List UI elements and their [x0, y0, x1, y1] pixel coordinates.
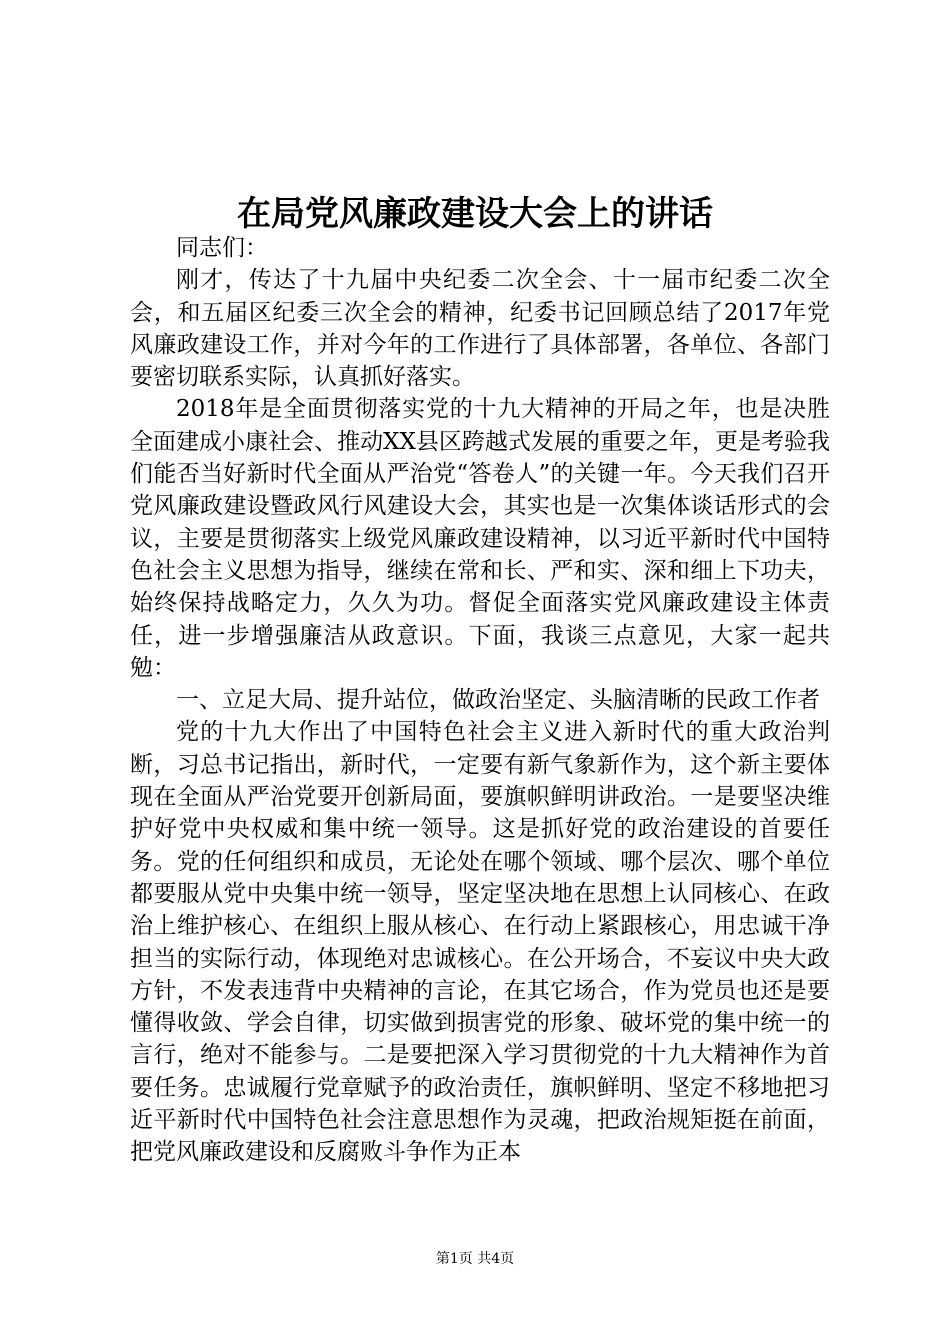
- paragraph-salutation: 同志们：: [176, 235, 268, 261]
- paragraph: 2018年是全面贯彻落实党的十九大精神的开局之年，也是决胜全面建成小康社会、推动XX县区跨越式发展的重要之年，更是考验我们能否当好新时代全面从严治党“答卷人”的关键一年。今天我们召开党风廉政建设暨政风行风建设大会，其实也是一次集体谈话形式的会议，主要是贯彻落实上级党风廉政建设精神，以习近平新时代中国特色社会主义思想为指导，继续在常和长、严和实、深和细上下功夫，始终保持战略定力，久久为功。督促全面落实党风廉政建设主体责任，进一步增强廉洁从政意识。下面，我谈三点意见，大家一起共勉：: [130, 396, 830, 681]
- paragraph: 党的十九大作出了中国特色社会主义进入新时代的重大政治判断，习总书记指出，新时代，一定要有新气象新作为，这个新主要体现在全面从严治党要开创新局面，要旗帜鲜明讲政治。一是要坚决维护好党中央权威和集中统一领导。这是抓好党的政治建设的首要任务。党的任何组织和成员，无论处在哪个领域、哪个层次、哪个单位都要服从党中央集中统一领导，坚定坚决地在思想上认同核心、在政治上维护核心、在组织上服从核心、在行动上紧跟核心，用忠诚干净担当的实际行动，体现绝对忠诚核心。在公开场合，不妄议中央大政方针，不发表违背中央精神的言论，在其它场合，作为党员也还是要懂得收敛、学会自律，切实做到损害党的形象、破坏党的集中统一的言行，绝对不能参与。二是要把深入学习贯彻党的十九大精神作为首要任务。忠诚履行党章赋予的政治责任，旗帜鲜明、坚定不移地把习近平新时代中国特色社会注意思想作为灵魂，把政治规矩挺在前面，把党风廉政建设和反腐败斗争作为正本: [130, 719, 830, 1166]
- section-heading: 一、立足大局、提升站位，做政治坚定、头脑清晰的民政工作者: [176, 687, 820, 714]
- page-number: 第1页 共4页: [435, 1251, 515, 1267]
- document-title: 在局党风廉政建设大会上的讲话: [237, 194, 713, 234]
- paragraph: 刚才，传达了十九届中央纪委二次全会、十一届市纪委二次全会，和五届区纪委三次全会的精神，纪委书记回顾总结了2017年党风廉政建设工作，并对今年的工作进行了具体部署，各单位、各部门要密切联系实际，认真抓好落实。: [130, 267, 830, 391]
- document-body: [130, 232, 830, 1169]
